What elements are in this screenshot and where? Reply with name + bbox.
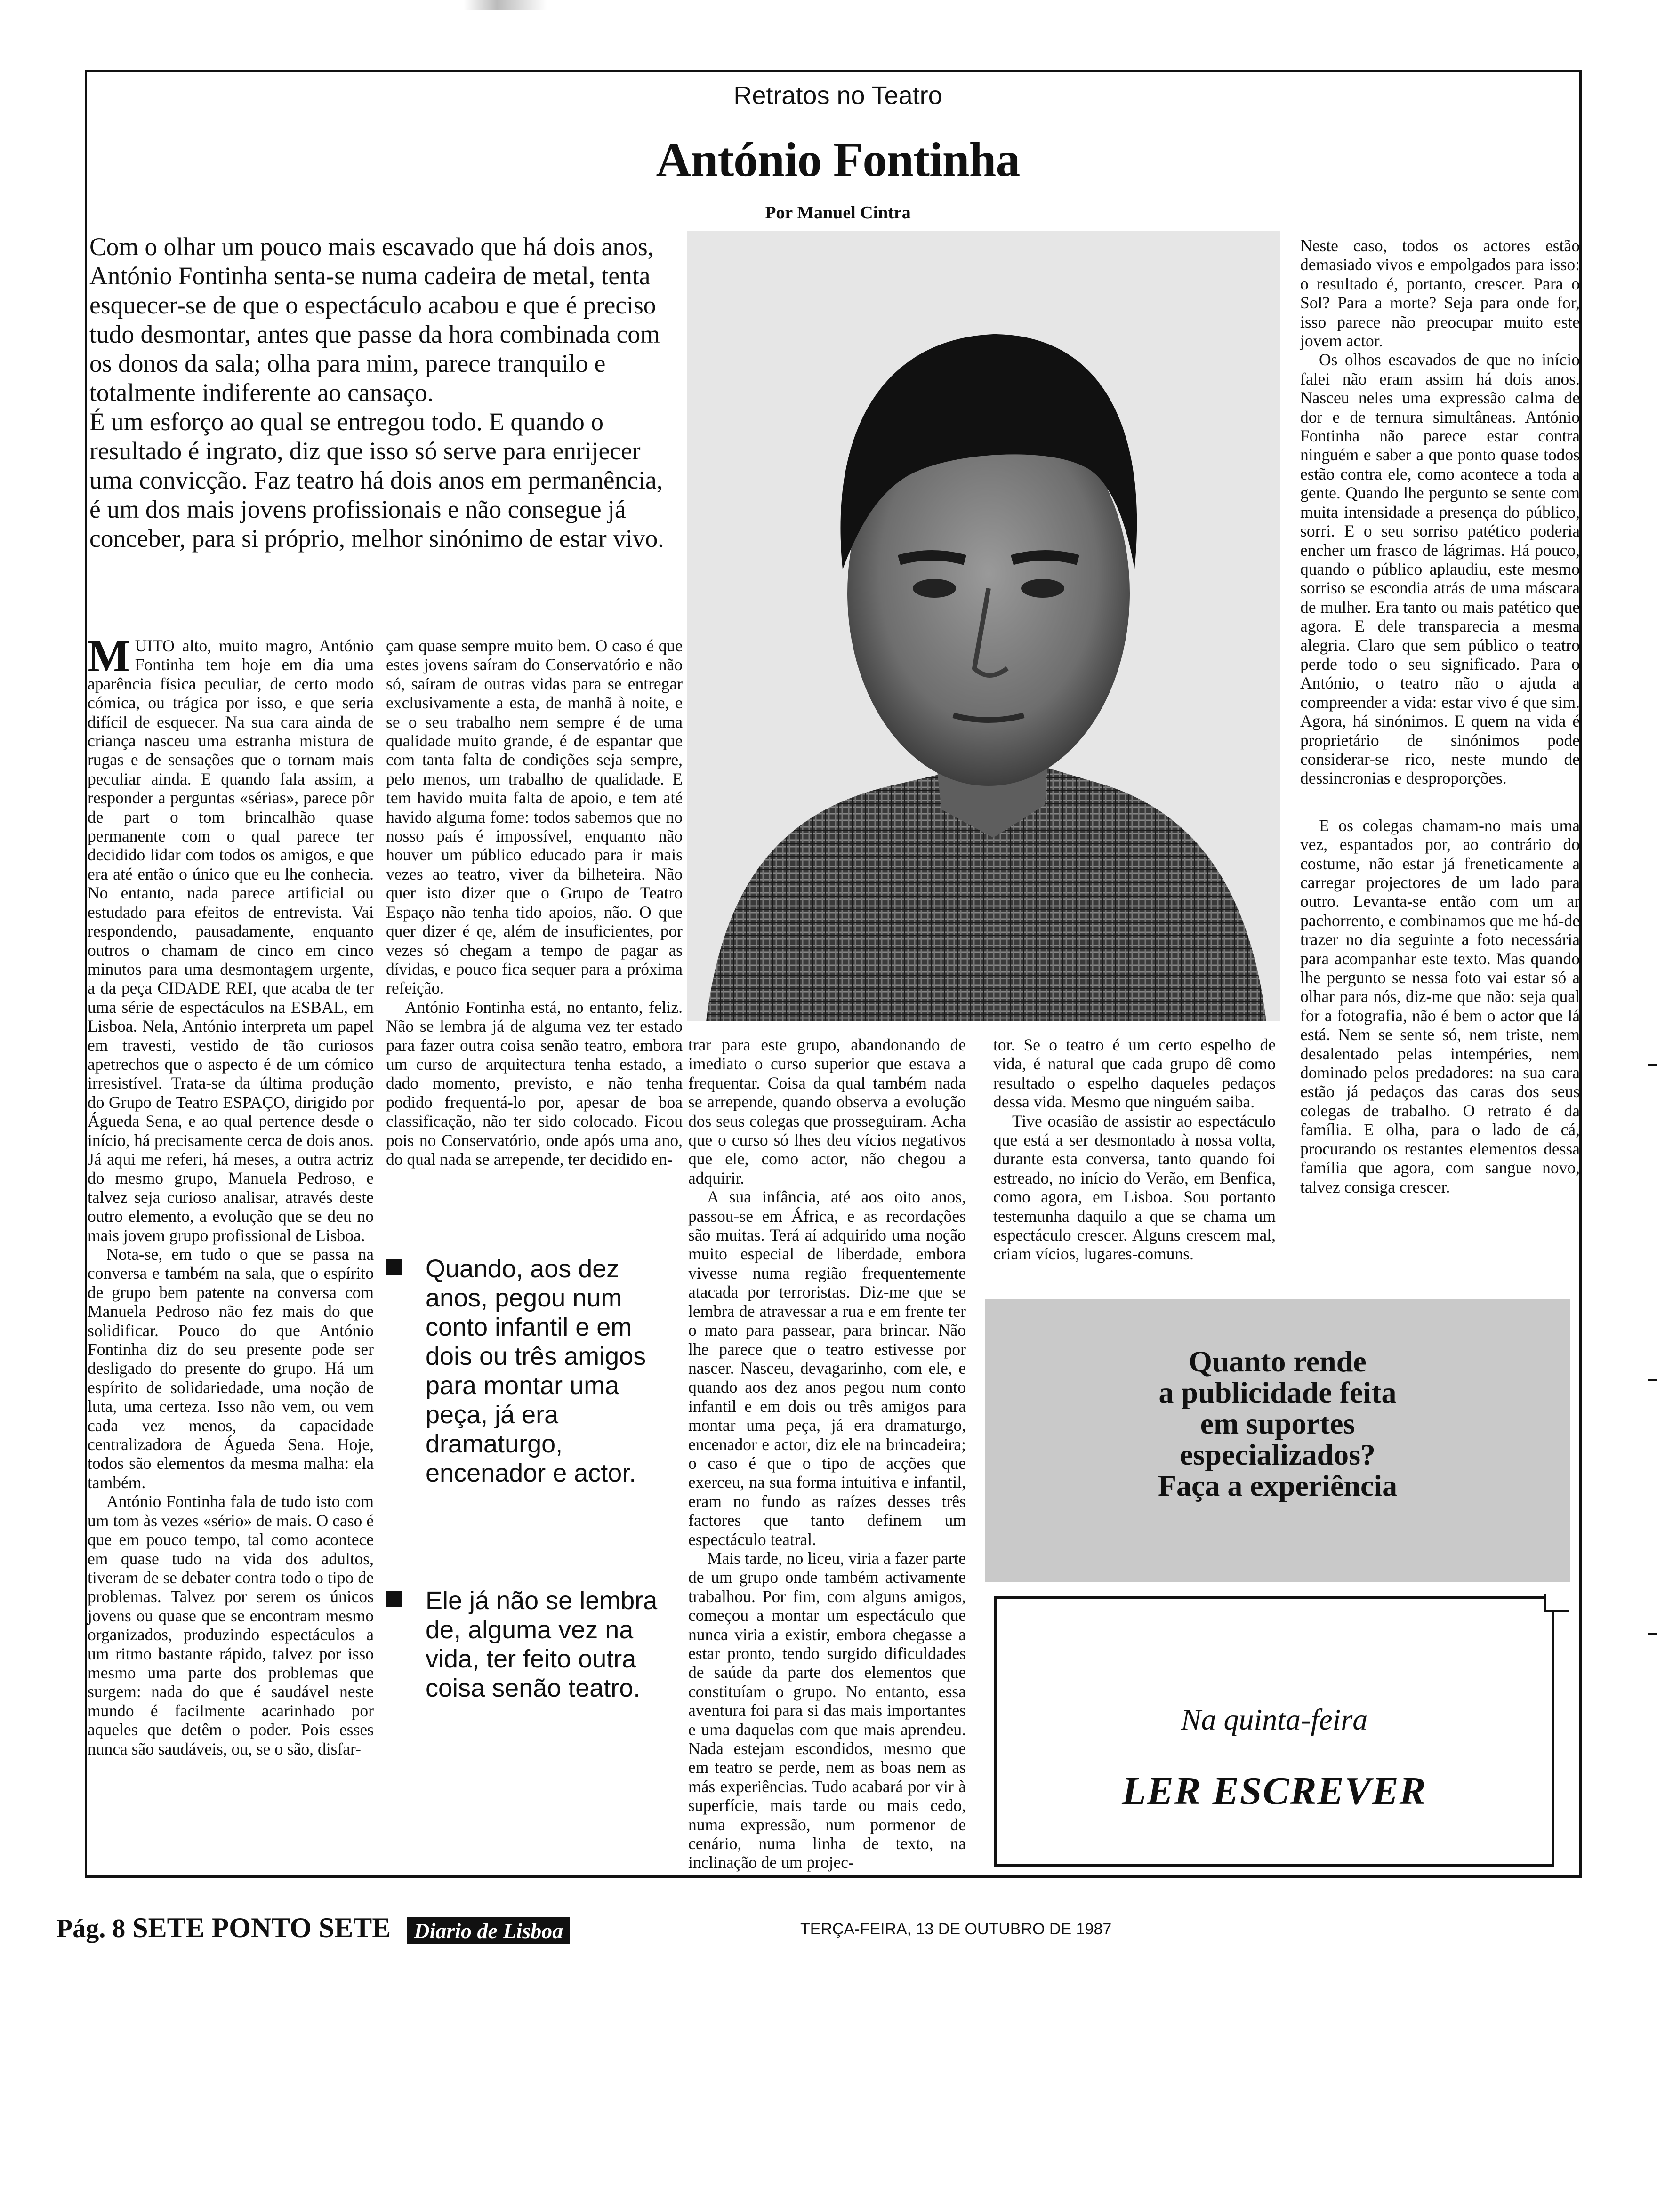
promo-day: Na quinta-feira [1181,1703,1368,1736]
bullet-square-icon [386,1591,402,1607]
article-column-2 [386,636,683,1169]
article-headline: António Fontinha [656,133,1020,187]
column-paragraph: çam quase sempre muito bem. O caso é que estes jovens saíram do Conservatório e não só, saíram de outras vidas para se entregar exclusivamente a esta, de manhã à noite, e se o seu trabalho nem sempre é de uma qualidade muito grande, é de espantar que com tanta falta de condições seja sempre, pelo menos, um trabalho de qualidade. E tem havido muita falta de apoio, e tem até havido alguma fome: todos sabemos que no nosso país é impossível, enquanto não houver um público educado para ir mais vezes ao teatro, viver da bilheteira. Não quer isto dizer que o Grupo de Teatro Espaço não tenha tido apoios, não. O que quer dizer é qe, além de insuficientes, por vezes só chegam a tempo de pagar as dívidas, e pouco fica sequer para a próxima refeição. [386,636,683,998]
column-paragraph: Nota-se, em tudo o que se passa na conversa e também na sala, que o espírito de grupo bem patente na conversa com Manuela Pedroso não fez mais do que solidificar. Pouco do que António Fontinha diz do seu presente pode ser desligado do presente do grupo. Há um espírito de solidariedade, uma noção de luta, uma certeza. Isso não vem, ou vem cada vez menos, da capacidade centralizadora de Águeda Sena. Hoje, todos são elementos da mesma malha: ela também. [88,1245,374,1492]
column-paragraph: António Fontinha está, no entanto, feliz. Não se lembra já de alguma vez ter estado para fazer outra coisa senão teatro, embora um curso de arquitectura tenha estado, a dado momento, previsto, e não tenha podido frequentá-lo por, apesar de boa classificação, não ter sido colocado. Ficou pois no Conservatório, onde após uma ano, do qual nada se arrepende, ter decidido en- [386,997,683,1169]
page-number: Pág. 8 [56,1914,126,1943]
column-paragraph: E os colegas chamam-no mais uma vez, espantados por, ao contrário do costume, não estar já freneticamente a carregar projectores de um lado para outro. Levanta-se então com um ar pachorrento, e combinamos que me há-de trazer no dia seguinte a foto necessária para acompanhar este texto. Mas quando lhe pergunto se nessa foto vai estar só a olhar para nós, diz-me que não: seja qual for a fotografia, não é bem o actor que lá está. Nem se sente só, nem triste, nem desalentado pelas intempéries, nem dominado pelos predadores: na sua cara estão já pedaços das caras dos seus colegas de trabalho. O retrato é da família. E olha, para o lado de cá, procurando os restantes elementos dessa família que agora, com sangue novo, talvez consiga crescer. [1300,816,1580,1196]
promo-logo: LER ESCREVER [1122,1769,1427,1813]
pull-quote [386,1254,678,1488]
section-label: Retratos no Teatro [733,81,942,110]
margin-mark [1648,1064,1657,1066]
intro-paragraph: Com o olhar um pouco mais escavado que há dois anos, António Fontinha senta-se numa cadeira de metal, tenta esquecer-se de que o espectáculo acabou e que é preciso tudo desmontar, antes que passe da hora combinada com os donos da sala; olha para mim, parece tranquilo e totalmente indiferente ao cansaço. [89,232,660,407]
issue-date: TERÇA-FEIRA, 13 DE OUTUBRO DE 1987 [800,1920,1112,1938]
column-text: UITO alto, muito magro, António Fontinha tem hoje em dia uma aparência física peculiar, de certo modo cómica, ou trágica por isso, e que seria difícil de esquecer. Na sua cara ainda de criança nasceu uma estranha mistura de rugas e de sensações que o tornam mais peculiar ainda. E quando fala assim, a responder a perguntas «sérias», parece pôr de part o tom brincalhão quase permanente com o qual parece ter decidido lidar com todos os amigos, e que era até então o único que eu lhe conhecia. No entanto, nada parece artificial ou estudado para efeitos de entrevista. Vai respondendo, pausadamente, enquanto outros o chamam de cinco em cinco minutos para uma desmontagem urgente, a da peça CIDADE REI, que acaba de ter uma série de espectáculos na ESBAL, em Lisboa. Nela, António interpreta um papel em travesti, vestido de tão curiosos apetrechos que o aspecto é de um cómico irresistível. Trata-se da última produção do Grupo de Teatro ESPAÇO, dirigido por Águeda Sena, e ao qual pertence desde o início, há precisamente cerca de dois anos. Já aqui me referi, há meses, a outra actriz do mesmo grupo, Manuela Pedroso, e talvez seja curioso analisar, através deste outro elemento, a evolução que se deu no mais jovem grupo profissional de Lisboa. [88,636,374,1245]
drop-cap: M [88,631,130,681]
intro-lead [89,232,668,553]
newspaper-masthead: Diario de Lisboa [407,1917,570,1944]
column-paragraph: Neste caso, todos os actores estão demasiado vivos e empolgados para isso: o resultado é, portanto, crescer. Para o Sol? Para a morte? Seja para onde for, isso parece não preocupar muito este jovem actor. [1300,236,1580,351]
portrait-photo [687,231,1280,1021]
column-paragraph: tor. Se o teatro é um certo espelho de vida, é natural que cada grupo dê como resultado o espelho daqueles pedaços dessa vida. Mesmo que ninguém saiba. [993,1035,1276,1112]
pull-quote-text: Ele já não se lembra de, alguma vez na vida, ter feito outra coisa senão teatro. [426,1587,658,1702]
ad-line: especializados? [1180,1438,1375,1471]
ad-line: a publicidade feita [1158,1376,1397,1409]
intro-paragraph: É um esforço ao qual se entregou todo. E quando o resultado é ingrato, diz que isso só serve para enrijecer uma convicção. Faz teatro há dois anos em permanência, é um dos mais jovens profissionais e não consegue já conceber, para si próprio, melhor sinónimo de estar vivo. [89,408,664,553]
column-paragraph: António Fontinha fala de tudo isto com um tom às vezes «sério» de mais. O caso é que em pouco tempo, tal como acontece em quase tudo na vida dos adultos, tiveram de se debater contra todo o tipo de problemas. Talvez por serem os únicos jovens ou quase que se encontram mesmo organizados, produzindo espectáculos a um ritmo bastante rápido, talvez por isso mesmo uma parte dos problemas que surgem: nada do que é saudável neste mundo é facilmente acarinhado por aqueles que detêm o poder. Pois esses nunca são saudáveis, ou, se o são, disfar- [88,1492,374,1758]
column-paragraph: Tive ocasião de assistir ao espectáculo que está a ser desmontado à nossa volta, durante esta conversa, tanto quando foi estreado, no início do Verão, em Benfica, como agora, em Lisboa. Sou portanto testemunha daquilo a que se chama um espectáculo crescer. Alguns crescem mal, criam vícios, lugares-comuns. [993,1111,1276,1264]
advertisement [985,1299,1570,1582]
article-column-1 [88,631,374,1758]
column-paragraph: Os olhos escavados de que no início falei não eram assim há dois anos. Nasceu neles uma expressão calma de dor e de ternura simultâneas. António Fontinha não parece estar contra ninguém e saber a que ponto quase todos estão contra ele, como acontece a toda a gente. Quando lhe pergunto se sente com muita intensidade a presença do público, sorri. E o seu sorriso patético poderia encher um frasco de lágrimas. Há pouco, quando o público aplaudiu, este mesmo sorriso se escondia atrás de uma máscara de mulher. Era tanto ou mais patético que agora. E dele transparecia a mesma alegria. Claro que sem público o teatro perde todo o seu significado. Para o António, o teatro não o ajuda a compreender a vida: estar vivo é que sim. Agora, há sinónimos. E quem na vida é proprietário de sinónimos pode considerar-se rico, neste mundo de dessincronias e desproporções. [1300,350,1580,788]
page-footer [56,1912,570,1944]
column-paragraph [88,631,374,1245]
column-paragraph: Mais tarde, no liceu, viria a fazer parte de um grupo onde também activamente trabalhou. Por fim, com alguns amigos, começou a montar um espectáculo que nunca viria a existir, embora chegasse a estar pronto, tendo surgido dificuldades de saúde da parte dos elementos que constituíam o grupo. No entanto, essa aventura foi para si das mais importantes e uma daquelas com que mais aprendeu. Nada estejam escondidos, mesmo que em teatro se perde, nem as boas nem as más experiências. Tudo acabará por vir à superfície, mais tarde ou mais cedo, numa expressão, num pormenor de cenário, numa linha de texto, na inclinação de um projec- [688,1548,966,1872]
margin-mark [1648,1633,1657,1635]
margin-mark [1648,1379,1657,1381]
promo-box [994,1596,1554,1867]
promo-fold-corner [1544,1594,1569,1612]
portrait-image [687,231,1280,1021]
ad-line: em suportes [1200,1407,1355,1440]
article-column-5 [1300,236,1580,1196]
supplement-name: SETE PONTO SETE [132,1912,391,1943]
column-paragraph: trar para este grupo, abandonando de imediato o curso superior que estava a frequentar. Coisa da qual também nada se arrepende, quando observa a evolução dos seus colegas que prosseguiram. Acha que o curso só lhes deu vícios negativos que ele, como actor, não chegou a adquirir. [688,1035,966,1187]
article-column-3 [688,1035,966,1872]
pull-quote [386,1586,678,1703]
advertisement-text [985,1346,1570,1501]
pull-quote-text: Quando, aos dez anos, pegou num conto infantil e em dois ou três amigos para montar uma peça, já era dramaturgo, encenador e actor. [426,1255,646,1487]
bullet-square-icon [386,1259,402,1275]
article-column-4 [993,1035,1276,1264]
column-paragraph: A sua infância, até aos oito anos, passou-se em África, e as recordações são muitas. Terá aí adquirido uma noção muito especial de liberdade, embora vivesse numa região frequentemente atacada por terroristas. Diz-me que se lembra de atravessar a rua e em frente ter o mato para passear, para brincar. Não lhe parece que o teatro estivesse por nascer. Nasceu, devagarinho, com ele, e quando aos dez anos pegou num conto infantil e em dois ou três amigos para montar uma peça, já era dramaturgo, encenador e actor, diz ele na brincadeira; o caso é que o tipo de acções que exerceu, na sua forma intuitiva e infantil, eram no fundo as raízes desses três factores que tanto definem um espectáculo teatral. [688,1187,966,1549]
ad-line: Quanto rende [1189,1345,1367,1378]
ad-line: Faça a experiência [1158,1469,1398,1502]
byline: Por Manuel Cintra [765,203,911,223]
scan-top-strip [0,0,1657,10]
